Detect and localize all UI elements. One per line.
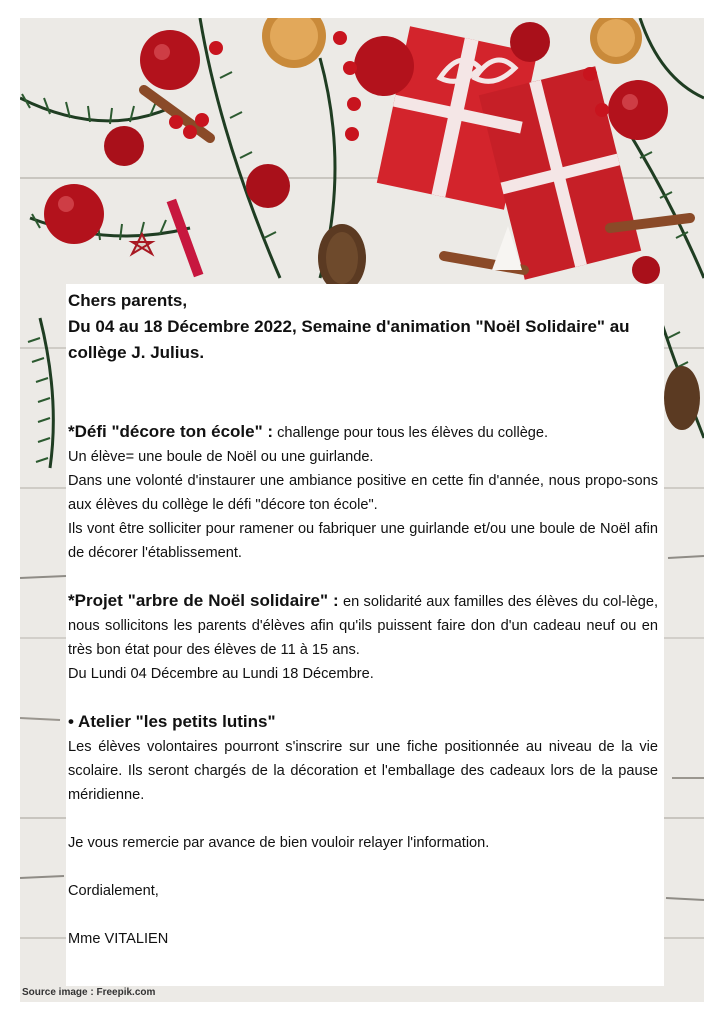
closing-thanks: Je vous remercie par avance de bien vouloir relayer l'information. — [68, 835, 490, 851]
spacer — [68, 855, 664, 879]
spacer — [68, 686, 664, 710]
defi-paragraph — [68, 420, 664, 445]
spacer — [68, 903, 664, 927]
defi-title: *Défi "décore ton école" : — [68, 422, 274, 441]
projet-paragraph — [68, 589, 664, 662]
letter-card — [66, 284, 664, 986]
atelier-title: • Atelier "les petits lutins" — [68, 712, 276, 731]
defi-line-3: Ils vont être solliciter pour ramener ou fabriquer une guirlande et/ou une boule de Noël afin de décorer l'établissement. — [68, 521, 658, 561]
projet-title: *Projet "arbre de Noël solidaire" : — [68, 591, 339, 610]
event-announcement: Du 04 au 18 Décembre 2022, Semaine d'animation "Noël Solidaire" au collège J. Julius. — [68, 317, 630, 362]
projet-dates: Du Lundi 04 Décembre au Lundi 18 Décembre. — [68, 666, 374, 682]
closing-regards: Cordialement, — [68, 883, 159, 899]
atelier-title-line — [68, 710, 664, 735]
defi-line-2: Dans une volonté d'instaurer une ambiance positive en cette fin d'année, nous propo-sons aux élèves du collège le défi "décore ton école". — [68, 473, 658, 513]
defi-line-1: Un élève= une boule de Noël ou une guirlande. — [68, 449, 374, 465]
projet-intro: en solidarité aux familles des élèves du col-lège, nous sollicitons les parents d'élèves afin qu'ils puissent faire don d'un cadeau neuf ou en très bon état pour des élèves de 11 à 15 ans. — [68, 594, 659, 658]
letter-heading — [68, 288, 664, 366]
spacer — [68, 807, 664, 831]
spacer — [68, 565, 664, 589]
defi-intro: challenge pour tous les élèves du collège. — [273, 425, 549, 441]
image-source-credit: Source image : Freepik.com — [22, 987, 156, 998]
greeting: Chers parents, — [68, 291, 188, 310]
signature: Mme VITALIEN — [68, 931, 169, 947]
atelier-text: Les élèves volontaires pourront s'inscrire sur une fiche positionnée au niveau de la vie scolaire. Ils seront chargés de la décoration et l'emballage des cadeaux lors de la pause méridienne. — [68, 739, 658, 803]
